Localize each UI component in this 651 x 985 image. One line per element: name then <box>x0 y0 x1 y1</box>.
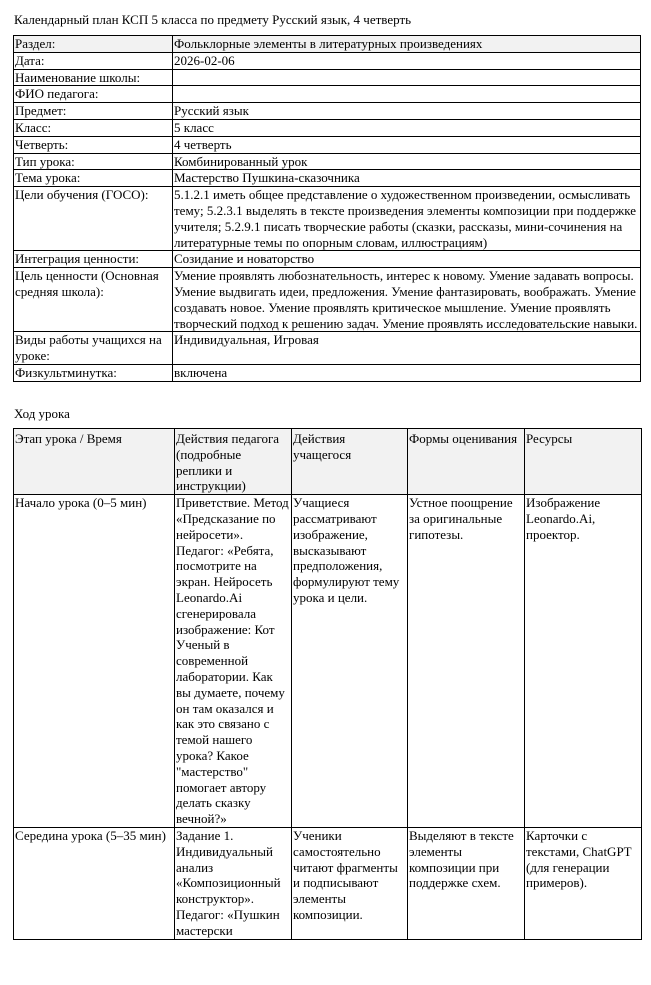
info-value: Созидание и новаторство <box>173 251 641 268</box>
info-row <box>14 119 641 136</box>
info-label: Предмет: <box>14 103 173 120</box>
info-label: Интеграция ценности: <box>14 251 173 268</box>
info-row <box>14 69 641 86</box>
lesson-cell: Начало урока (0–5 мин) <box>14 495 175 828</box>
lesson-column-header: Действия педагога (подробные реплики и инструкции) <box>175 429 292 495</box>
lesson-column-header: Формы оценивания <box>408 429 525 495</box>
lesson-cell: Учащиеся рассматривают изображение, высказывают предположения, формулируют тему урока и цели. <box>292 495 408 828</box>
info-row <box>14 187 641 251</box>
lesson-cell: Задание 1. Индивидуальный анализ «Композиционный конструктор». Педагог: «Пушкин мастерски <box>175 827 292 939</box>
info-value: 5 класс <box>173 119 641 136</box>
info-row <box>14 52 641 69</box>
document-title: Календарный план КСП 5 класса по предмету Русский язык, 4 четверть <box>14 12 412 27</box>
info-label: ФИО педагога: <box>14 86 173 103</box>
lesson-cell: Приветствие. Метод «Предсказание по нейросети». Педагог: «Ребята, посмотрите на экран. Нейросеть Leonardo.Ai сгенерировала изображение: Кот Ученый в современной лаборатории. Как вы думаете, почему он там оказался и как это связано с темой нашего урока? Какое "мастерство" помогает автору делать сказку вечной?» <box>175 495 292 828</box>
info-row <box>14 364 641 381</box>
info-label: Виды работы учащихся на уроке: <box>14 332 173 365</box>
lesson-column-header: Действия учащегося <box>292 429 408 495</box>
info-label: Цели обучения (ГОСО): <box>14 187 173 251</box>
info-row <box>14 170 641 187</box>
lesson-cell: Выделяют в тексте элементы композиции при поддержке схем. <box>408 827 525 939</box>
info-value: Фольклорные элементы в литературных произведениях <box>173 36 641 53</box>
info-label: Физкультминутка: <box>14 364 173 381</box>
info-value: 2026-02-06 <box>173 52 641 69</box>
lesson-cell: Устное поощрение за оригинальные гипотезы. <box>408 495 525 828</box>
lesson-cell: Середина урока (5–35 мин) <box>14 827 175 939</box>
info-row <box>14 332 641 365</box>
info-value: Индивидуальная, Игровая <box>173 332 641 365</box>
info-row <box>14 36 641 53</box>
lesson-cell: Ученики самостоятельно читают фрагменты и подписывают элементы композиции. <box>292 827 408 939</box>
lesson-plan-table <box>13 428 642 940</box>
info-label: Дата: <box>14 52 173 69</box>
info-value: Комбинированный урок <box>173 153 641 170</box>
info-value: Мастерство Пушкина-сказочника <box>173 170 641 187</box>
info-label: Цель ценности (Основная средняя школа): <box>14 268 173 332</box>
info-value: Русский язык <box>173 103 641 120</box>
info-label: Наименование школы: <box>14 69 173 86</box>
info-label: Тип урока: <box>14 153 173 170</box>
lesson-info-table <box>13 35 641 382</box>
info-row <box>14 103 641 120</box>
lesson-cell: Изображение Leonardo.Ai, проектор. <box>525 495 642 828</box>
info-row <box>14 153 641 170</box>
info-row <box>14 268 641 332</box>
lesson-column-header: Ресурсы <box>525 429 642 495</box>
info-value <box>173 69 641 86</box>
info-row <box>14 136 641 153</box>
info-value <box>173 86 641 103</box>
info-label: Раздел: <box>14 36 173 53</box>
info-value: Умение проявлять любознательность, интерес к новому. Умение задавать вопросы. Умение выдвигать идеи, предложения. Умение фантазировать, воображать. Умение создавать новое. Умение проявлять критическое мышление. Умение проявлять творческий подход к решению задач. Умение проявлять исследовательские навыки. <box>173 268 641 332</box>
info-row <box>14 251 641 268</box>
info-label: Четверть: <box>14 136 173 153</box>
info-value: включена <box>173 364 641 381</box>
info-value: 5.1.2.1 иметь общее представление о художественном произведении, осмысливать тему; 5.2.3.1 выделять в тексте произведения элементы композиции при поддержке учителя; 5.2.9.1 писать творческие работы (сказки, рассказы, мини-сочинения на литературные темы по опорным словам, иллюстрациям) <box>173 187 641 251</box>
lesson-stage-row <box>14 827 642 939</box>
lesson-stage-row <box>14 495 642 828</box>
section-title: Ход урока <box>14 406 70 421</box>
info-label: Класс: <box>14 119 173 136</box>
info-value: 4 четверть <box>173 136 641 153</box>
lesson-column-header: Этап урока / Время <box>14 429 175 495</box>
info-label: Тема урока: <box>14 170 173 187</box>
info-row <box>14 86 641 103</box>
lesson-cell: Карточки с текстами, ChatGPT (для генерации примеров). <box>525 827 642 939</box>
